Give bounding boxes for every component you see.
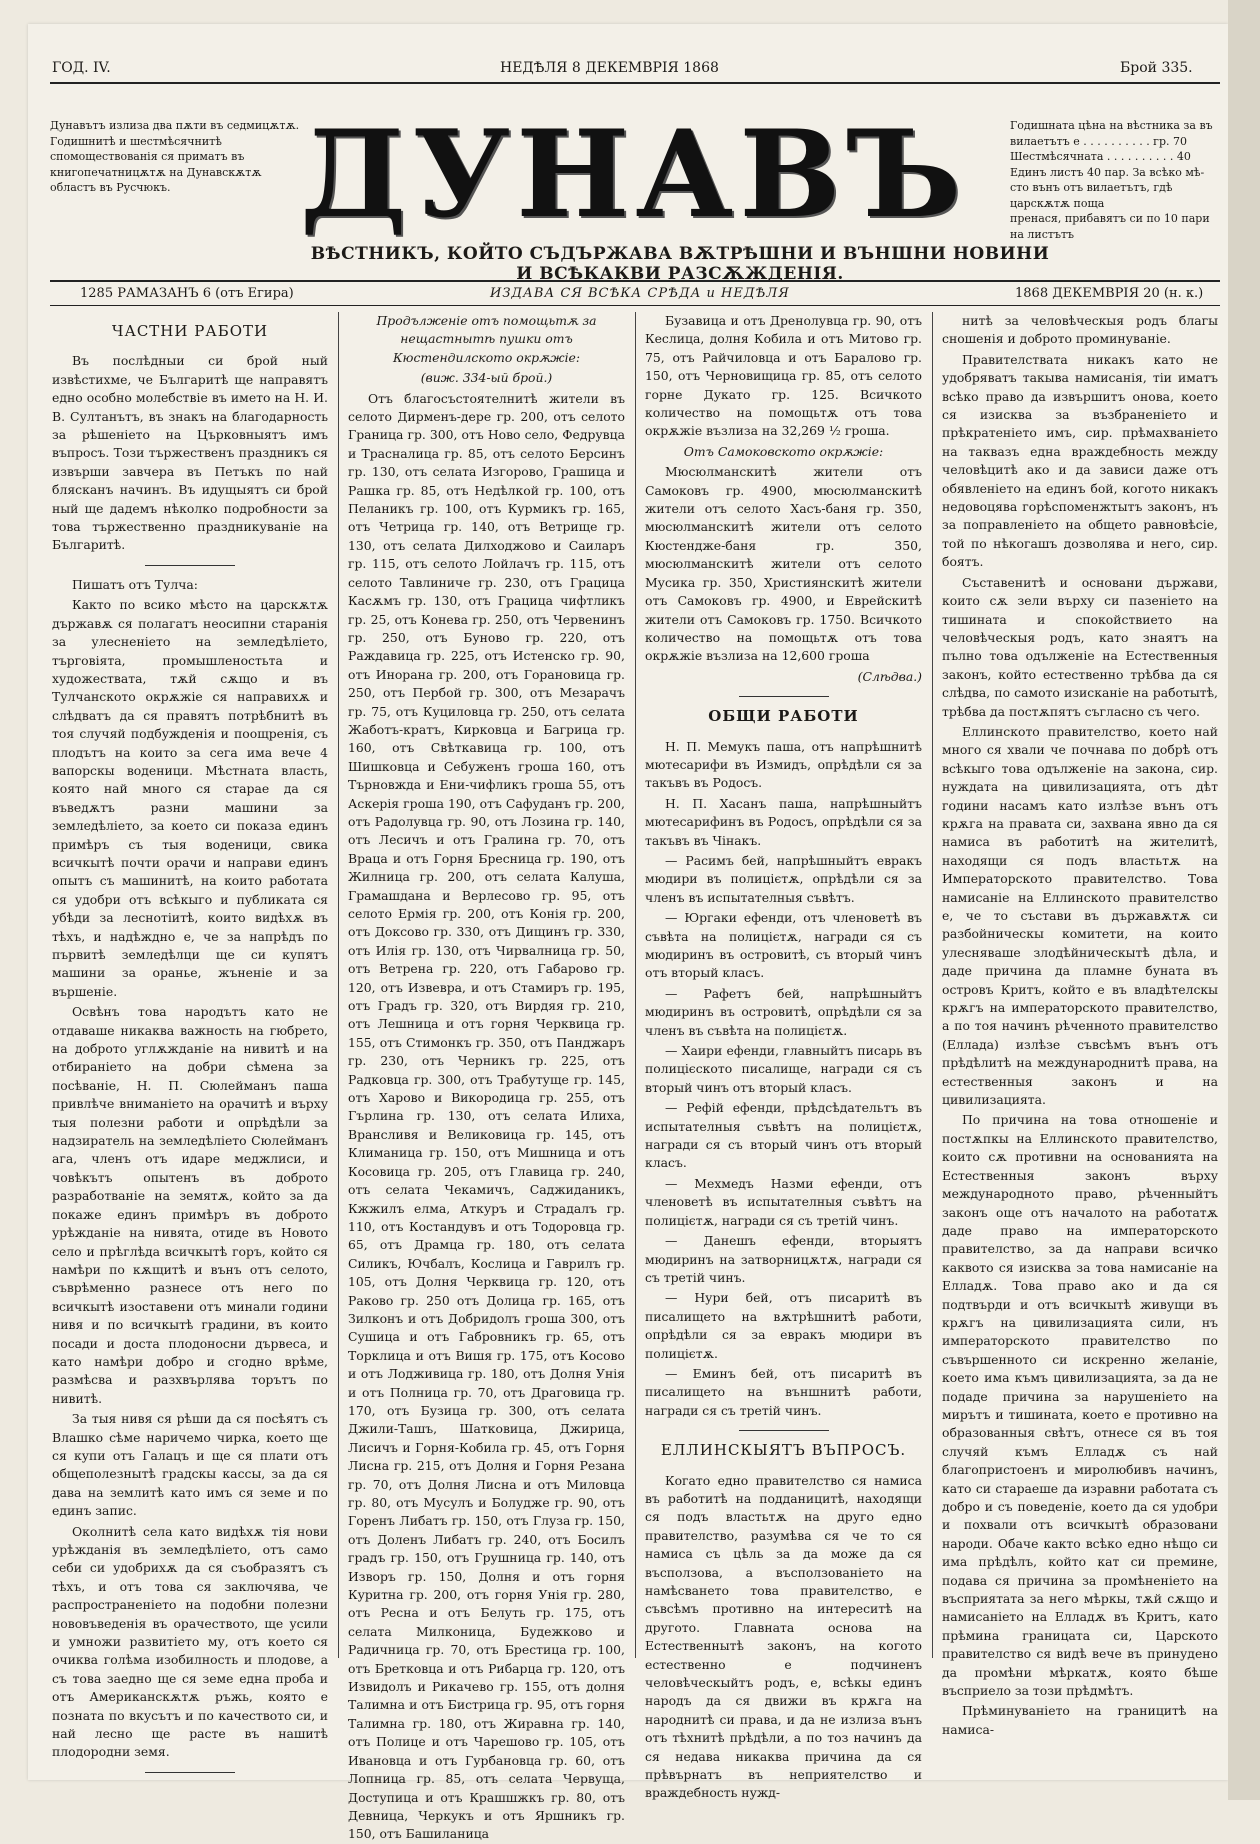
column-divider: [932, 312, 933, 1658]
masthead-subtitle: ВѢСТНИКЪ, КОЙТО СЪДЪРЖАВА ВѪТРѢШНИ И ВЪНШНИ НОВИНИ И ВСѢКАКВИ РАЗСѪЖДЕНІЯ.: [310, 244, 1050, 284]
news-item: Н. П. Хасанъ паша, напрѣшныйтъ мютесарифинъ въ Родосъ, опрѣдѣли ся за такъвъ въ Чінакъ.: [645, 795, 922, 848]
column-3: [645, 312, 922, 1801]
continuation-heading: Продълженіе отъ помощьтѫ за нещастнытѣ пушки отъ Кюстендилското окрѫжіе:: [376, 313, 597, 365]
column-divider: [338, 312, 339, 1658]
section-heading: ЕЛЛИНСКЫЯТЪ ВЪПРОСЪ.: [660, 1441, 907, 1460]
masthead: [300, 104, 968, 245]
column-4: [942, 312, 1218, 1737]
separator: [145, 1772, 235, 1773]
column-2: [348, 312, 625, 1842]
separator: [739, 696, 829, 697]
dateline-rule-top: [50, 280, 1220, 282]
paragraph: Околнитѣ села като видѣхѫ тія нови урѣжданія въ земледѣліето, отъ само себи си удобрихѫ да ся съобразятъ съ тѣхъ, и отъ това ся заключява, че распространеніето на подобни полезни нововъведенія въ орачеството, ще усили и умножи развитіето му, отъ което ся очиква голѣма изобилность и плодове, а съ това заедно ще ся земе една проба и отъ Американскѫтѫ ръжь, която е позната по вкусътъ и по качеството си, и най лесно ще расте въ нашитѣ плодородни земя.: [52, 1523, 328, 1760]
paragraph: Бузавица и отъ Дренолувца гр. 90, отъ Кеслица, долня Кобила и отъ Митово гр. 75, отъ Райчиловца и отъ Баралово гр. 150, отъ Черновищица гр. 85, отъ селото горне Дукато гр. 125. Всичкото количество на помощьтѫ отъ това окрѫжіе възлиза на 32,269 ½ гроша.: [645, 313, 922, 439]
section-heading: ЧАСТНИ РАБОТИ: [111, 322, 269, 340]
to-be-continued: (Слѣдва.): [857, 668, 922, 684]
section-heading: ОБЩИ РАБОТИ: [708, 707, 859, 726]
issue-number: Брой 335.: [1120, 60, 1193, 76]
news-item: — Хаири ефенди, главныйтъ писарь въ полицієското писалище, награди ся съ вторый чинъ отъ вторый класъ.: [645, 1043, 922, 1095]
paragraph: Въ послѣдныи си брой ный извѣстихме, че Българитѣ ще направятъ едно особно молебствіе въ името на Н. И. В. Султанътъ, въ знакъ на благодарность за рѣшеніето на Църковныятъ имъ въпросъ. Този тържественъ праздникъ ся извърши завчера въ Петъкъ по най блясканъ начинъ. Въ идущыятъ си брой ный ще дадемъ нѣколко подробности за това тържественно праздникуваніе на Българитѣ.: [52, 353, 328, 553]
news-item: — Рафетъ бей, напрѣшныйтъ мюдиринъ въ островитѣ, опрѣдѣли ся за членъ въ съвѣта на полицієтѫ.: [645, 985, 922, 1038]
separator: [145, 565, 235, 566]
paragraph: Отъ благосъстоятелнитѣ жители въ селото Дирменъ-дере гр. 200, отъ селото Граница гр. 300, отъ Ново село, Федрувца и Трасналица гр. 85, отъ селото Берсинъ гр. 130, отъ селата Изгорово, Грашица и Рашка гр. 85, отъ Недѣлкой гр. 100, отъ Пеланикъ гр. 100, отъ Курмикъ гр. 165, отъ Четрица гр. 140, отъ Ветрище гр. 130, отъ селата Дилходжово и Саиларъ гр. 115, отъ селото Лойлачъ гр. 115, отъ селото Тавлиниче гр. 230, отъ Грацица Касѫмъ гр. 130, отъ Грацица чифтликъ гр. 25, отъ Конева гр. 250, отъ Червенинъ гр. 250, отъ Буново гр. 220, отъ Раждавица гр. 225, отъ Истенско гр. 90, отъ Инорана гр. 200, отъ Горановица гр. 250, отъ Пербой гр. 300, отъ Мезарачъ гр. 75, отъ Куциловца гр. 250, отъ селата Жаботъ-кратъ, Кирковца и Багрица гр. 160, отъ Свѣткавица гр. 100, отъ Шишковца и Себуженъ гроша 160, отъ Търновжда и Ени-чифликъ гроша 55, отъ Аскерія гроша 190, отъ Сафуданъ гр. 200, отъ Радолувца гр. 90, отъ Лозина гр. 140, отъ Лесичъ и отъ Гралина гр. 70, отъ Враца и отъ Горня Бресница гр. 190, отъ Жилница гр. 200, отъ селата Калуша, Грамашдана и Верлесово гр. 95, отъ селото Ермія гр. 200, отъ Конія гр. 200, отъ Доксово гр. 330, отъ Дищинъ гр. 330, отъ Илія гр. 130, отъ Чирвалница гр. 50, отъ Ветрена гр. 220, отъ Габарово гр. 120, отъ Извевра, и отъ Стамиръ гр. 195, отъ Градъ гр. 320, отъ Вирдяя гр. 210, отъ Лешница и отъ горня Черквица гр. 155, отъ Стимонкъ гр. 350, отъ Панджаръ гр. 230, отъ Черникъ гр. 225, отъ Радковца гр. 300, отъ Трабутуще гр. 145, отъ Харово и Викородица гр. 255, отъ Гърлина гр. 130, отъ селата Илиха, Врансливя и Великовица гр. 145, отъ Климаница гр. 150, отъ Мишница и отъ Косовица гр. 205, отъ Главица гр. 240, отъ селата Чекамичъ, Саджиданикъ, Кжжилъ елма, Аткуръ и Страдалъ гр. 110, отъ Костандувъ и отъ Тодоровца гр. 65, отъ Драмца гр. 180, отъ селата Силикъ, Ючбалъ, Кослица и Гаврилъ гр. 105, отъ Долня Черквица гр. 120, отъ Раково гр. 250 отъ Долица гр. 165, отъ Зилконъ и отъ Добридолъ гроша 300, отъ Сушица и отъ Габровникъ гр. 65, отъ Торклица и отъ Вишя гр. 175, отъ Косово и отъ Лодживица гр. 180, отъ Долня Унія и отъ Полница гр. 70, отъ Драговица гр. 170, отъ Бузица гр. 300, отъ селата Джили-Ташъ, Шатковица, Джирица, Лисичъ и Горня-Кобила гр. 45, отъ Горня Лисна гр. 215, отъ Долня и Горня Резана гр. 70, отъ Долня Лисна и отъ Миловца гр. 80, отъ Мусулъ и Болудже гр. 90, отъ Горенъ Либатъ гр. 150, отъ Глуза гр. 150, отъ Доленъ Либатъ гр. 240, отъ Босилъ градъ гр. 150, отъ Грушница гр. 140, отъ Изворъ гр. 150, Долня и отъ горня Куритна гр. 200, отъ горня Унія гр. 280, отъ Ресна и отъ Белуть гр. 175, отъ селата Милконица, Будежково и Радичница гр. 70, отъ Брестица гр. 100, отъ Бретковца и отъ Рибарца гр. 120, отъ Извидолъ и Рикачево гр. 155, отъ долня Талимна и отъ Бистрица гр. 95, отъ горня Талимна гр. 180, отъ Жиравна гр. 140, отъ Полице и отъ Чарешово гр. 105, отъ Ивановца и отъ Гурбановца гр. 60, отъ Лопница гр. 85, отъ селата Червуща, Доступица и отъ Крашшжкъ гр. 80, отъ Девница, Черкукъ и отъ Яршникъ гр. 150, отъ Башиланица: [348, 390, 625, 1842]
news-item: — Юргаки ефенди, отъ членоветѣ въ съвѣта на полицієтѫ, награди ся съ мюдиринъ въ островитѣ, съ вторый чинъ отъ вторый класъ.: [645, 910, 922, 981]
dateline-rule-bottom: [50, 305, 1220, 306]
paragraph: Съставенитѣ и основани държави, които сѫ зели върху си пазеніето на тишината и спокойствието на человѣческыя родъ, като знаятъ на пълно това одълженіе на Естественныя законъ, който естественно трѣбва да ся слѣдва, по самото изисканіе на работытѣ, трѣбва да постѫпятъ съгласно съ чего.: [942, 574, 1218, 719]
column-1: [52, 312, 328, 1760]
news-item: — Данешъ ефенди, вторыятъ мюдиринъ на затворницѫтѫ, награди ся съ третій чинъ.: [645, 1233, 922, 1285]
paragraph: Както по всико мѣсто на царскѫтѫ държавѫ ся полагатъ неосипни старанія за улесненіето на земледѣліето, търговіята, промышленостьта и художествата, тѫй сѫщо и въ Тулчанското окрѫжіе ся направихѫ и слѣдватъ да ся правятъ потрѣбнитѣ въ тоя случяй подбужденія и поощренія, съ плодътъ на които за сега има вече 4 вапорскы воденици. Мѣстната власть, която най много ся старае да ся въведѫтъ разни машини за земледѣліето, за което си показа единъ примѣръ съ тыя воденици, свика всичкытѣ почти орачи и направи единъ опытъ съ машинитѣ, на които работата ся удобри отъ всѣкыго и публиката ся убѣди за леснотіитѣ, които видѣхѫ въ тѣхъ, и надѣждно е, че за напрѣдъ по първитѣ земледѣлци ще си купятъ машини за оранье, жъненіе и за вършеніе.: [52, 597, 328, 999]
news-item: — Еминъ бей, отъ писаритѣ въ писалището на външнитѣ работи, награди ся съ третій чинъ.: [645, 1365, 922, 1418]
page-edge: [1228, 0, 1260, 1800]
news-item: Н. П. Мемукъ паша, отъ напрѣшнитѣ мютесарифи въ Измидъ, опрѣдѣли ся за такъвъ въ Родосъ.: [645, 738, 922, 791]
paragraph: Мюсюлманскитѣ жители отъ Самоковъ гр. 4900, мюсюлманскитѣ жители отъ селото Хасъ-баня гр. 350, мюсюлманскитѣ жители отъ селото Кюстендже-баня гр. 350, мюсюлманскитѣ жители отъ селото Мусика гр. 350, Християнскитѣ жители отъ Самоковъ гр. 4900, и Еврейскитѣ жители отъ Самоковъ гр. 1750. Всичкото количество на помощьтѫ отъ това окрѫжіе възлиза на 12,600 гроша: [645, 464, 922, 664]
gregorian-date: 1868 ДЕКЕМВРІЯ 20 (н. к.): [1015, 286, 1204, 301]
paragraph: Прѣминуваніето на границитѣ на намиса-: [942, 1703, 1218, 1737]
hijri-date: 1285 РАМАЗАНЪ 6 (отъ Егира): [80, 286, 294, 301]
paragraph: нитѣ за человѣческыя родъ благы сношенія и доброто проминуваніе.: [942, 313, 1218, 347]
paragraph: Пишатъ отъ Тулча:: [72, 576, 198, 592]
news-item: — Рефій ефенди, прѣдсѣдательтъ въ испытателныя съвѣтъ на полицієтѫ, награди ся съ вторый чинъ отъ вторый класъ.: [645, 1100, 922, 1171]
paragraph: Освѣнъ това народътъ като не отдаваше никаква важность на гюбрето, на доброто углѫжданіе на нивитѣ и на отбираніето на добри сѣмена за посѣваніе, Н. П. Сюлейманъ паша привлѣче вниманіето на орачитѣ и върху тыя полезни работи и опрѣдѣли за надзиратель на земледѣліето Сюлейманъ ага, членъ отъ идаре меджлиси, и човѣкътъ опытенъ въ доброто разработваніе на земятѫ, който за да покаже единъ примѣръ въ доброто урѣжданіе на нивята, отиде въ Новото село и прѣглѣда всичкытѣ горъ, който ся намѣри по кѫщитѣ и вънъ отъ селото, съврѣменно разнесе отъ него по всичкытѣ изоставени отъ минали години нивя и по всичкытѣ градини, въ които посади и доста плодоносни дървеса, и като намѣри добро и сгодно врѣме, размѣсва и разхвърлява торътъ по нивитѣ.: [52, 1004, 328, 1406]
masthead-title: ДУНАВЪ: [300, 104, 968, 245]
paragraph: За тыя нивя ся рѣши да ся посѣятъ съ Влашко сѣме наричемо чирка, което ще ся купи отъ Галацъ и ще ся плати отъ общеполезнытѣ градскы кассы, за да ся дава на землитѣ като имъ ся земе и по единъ запис.: [52, 1411, 328, 1519]
paragraph: Правителствата никакъ като не удобряватъ такыва намисанія, тіи иматъ всѣко право да извършитъ онова, което ся изисква за възбраненіето и прѣкратеніето имъ, сир. прѣмахваніето на таквазъ една враждебность между человѣцитѣ ако и да зависи даже отъ обявленіето на единъ бой, когото никакъ недовоцява горѣспоменжтытъ законъ, нъ за поправленіето на общето равновѣсіе, той по нѣкогашъ дозволява и него, сир. боятъ.: [942, 351, 1218, 570]
issue-date: НЕДѢЛЯ 8 ДЕКЕМВРІЯ 1868: [500, 60, 719, 76]
top-rule: [50, 82, 1220, 84]
news-item: — Нури бей, отъ писаритѣ въ писалището на вѫтрѣшнитѣ работи, опрѣдѣли ся за евракъ мюдири въ полицієтѫ.: [645, 1290, 922, 1361]
separator: [739, 1430, 829, 1431]
price-note: Годишната цѣна на вѣстника за въ вилаетътъ е . . . . . . . . . . гр. 70 Шестмѣсячната . . . . . . . . . . 40 Единъ листъ 40 пар. За всѣко мѣ- сто вънъ отъ вилаетътъ, гдѣ царскѫтѫ поща пренася, прибавятъ си по 10 пари на листътъ: [1010, 119, 1213, 241]
news-item: — Расимъ бей, напрѣшныйтъ евракъ мюдири въ полицієтѫ, опрѣдѣли ся за членъ въ испытателныя съвѣтъ.: [645, 852, 922, 905]
year-label: ГОД. IV.: [52, 60, 111, 76]
column-divider: [635, 312, 636, 1658]
subheading: Отъ Самоковското окрѫжіе:: [683, 443, 884, 459]
paragraph: Еллинското правителство, което най много ся хвали че почнава по добрѣ отъ всѣкыго това одълженіе на закона, сир. нуждата на цивилизацията, отъ дѣт години насамъ като излѣзе вънъ отъ крѫга на правата си, захвана явно да ся намиса въ работитѣ на жителитѣ, находящи ся подъ властьтѫ на Императорското правителство. Това намисаніе на Еллинското правителство е, че то състави въ държавѫтѫ си разбойническы комитети, на които улесняваше злодѣйническытѣ дѣла, и даде причина да пламне буната въ островъ Критъ, който е въ владѣтелскы крѫгъ на императорското правителство, а по тоя начинъ рѣченното правителство (Еллада) излѣзе съвсѣмъ вънъ отъ прѣдѣлитѣ на международнитѣ права, на естественныя законъ и на цивилизацията.: [942, 723, 1218, 1108]
paragraph: Когато едно правителство ся намиса въ работитѣ на подданицитѣ, находящи ся подъ властьтѫ на другo едно правителство, разумѣва ся че то ся намиса съ цѣль за да може да ся въсползова, а въсползованіето на намѣсването това правителство, е съвсѣмъ противно на интереситѣ на другото. Главната основа на Естественнытѣ законъ, на когото естественно е подчиненъ человѣческыйтъ родъ, е, всѣкы единъ народъ да ся движи въ крѫга на народнитѣ си права, и да не излиза вънъ отъ тѣхнитѣ прѣдѣли, а по тоз начинъ да ся недава никаква причина да ся прѣвърнатъ въ неприятелство и враждебность нужд-: [645, 1472, 922, 1801]
continuation-ref: (виж. 334-ый брой.): [420, 370, 553, 386]
paragraph: По причина на това отношеніе и постѫпкы на Еллинското правителство, които сѫ противни на основанията на Естественныя законъ върху международното право, рѣченныйтъ законъ още отъ началото на работатѫ даде право на императорското правителство, за да направи всичко каквото ся изисква за това намисаніе на Елладѫ. Това право ако и да ся подтвърди и отъ всичкытѣ живущи въ крѫгъ на цивилизацията сили, нъ императорското правителство по съвършенното си искренно желаніе, което има къмъ цивилизацията, за да не подаде причина за нарушеніето на мирътъ и тишината, което е противно на образованныя свѣтъ, отнесе ся въ тоя случяй къмъ Елладѫ съ най благопристоенъ и миролюбивъ начинъ, като си стараеше да изравни работата съ добро и съ поведеніе, което да ся удобри и похвали отъ всичкытѣ образовани народи. Обаче както всѣко едно нѣщо си има прѣдѣлъ, който кат си премине, подава ся причина за промѣненіето на въсприятата за него мѣркы, тѫй сѫщо и намисаніето на Елладѫ въ Критъ, като прѣмина границата си, Царското правителство ся видѣ вече въ принудено да промѣни мѣркатѫ, която бѣше въсприело за този прѣдмѣтъ.: [942, 1112, 1218, 1699]
news-item: — Мехмедъ Назми ефенди, отъ членоветѣ въ испытателныя съвѣтъ на полицієтѫ, награди ся съ третій чинъ.: [645, 1175, 922, 1228]
publication-schedule: ИЗДАВА СЯ ВСѢКА СРѢДА и НЕДѢЛЯ: [490, 286, 790, 301]
publication-note: Дунавътъ излиза два пѫти въ седмицѫтѫ. Годишнитѣ и шестмѣсячнитѣ спомоществованія ся приматъ въ книгопечатницѫтѫ на Дунавскѫтѫ областъ въ Русчюкъ.: [50, 119, 300, 194]
